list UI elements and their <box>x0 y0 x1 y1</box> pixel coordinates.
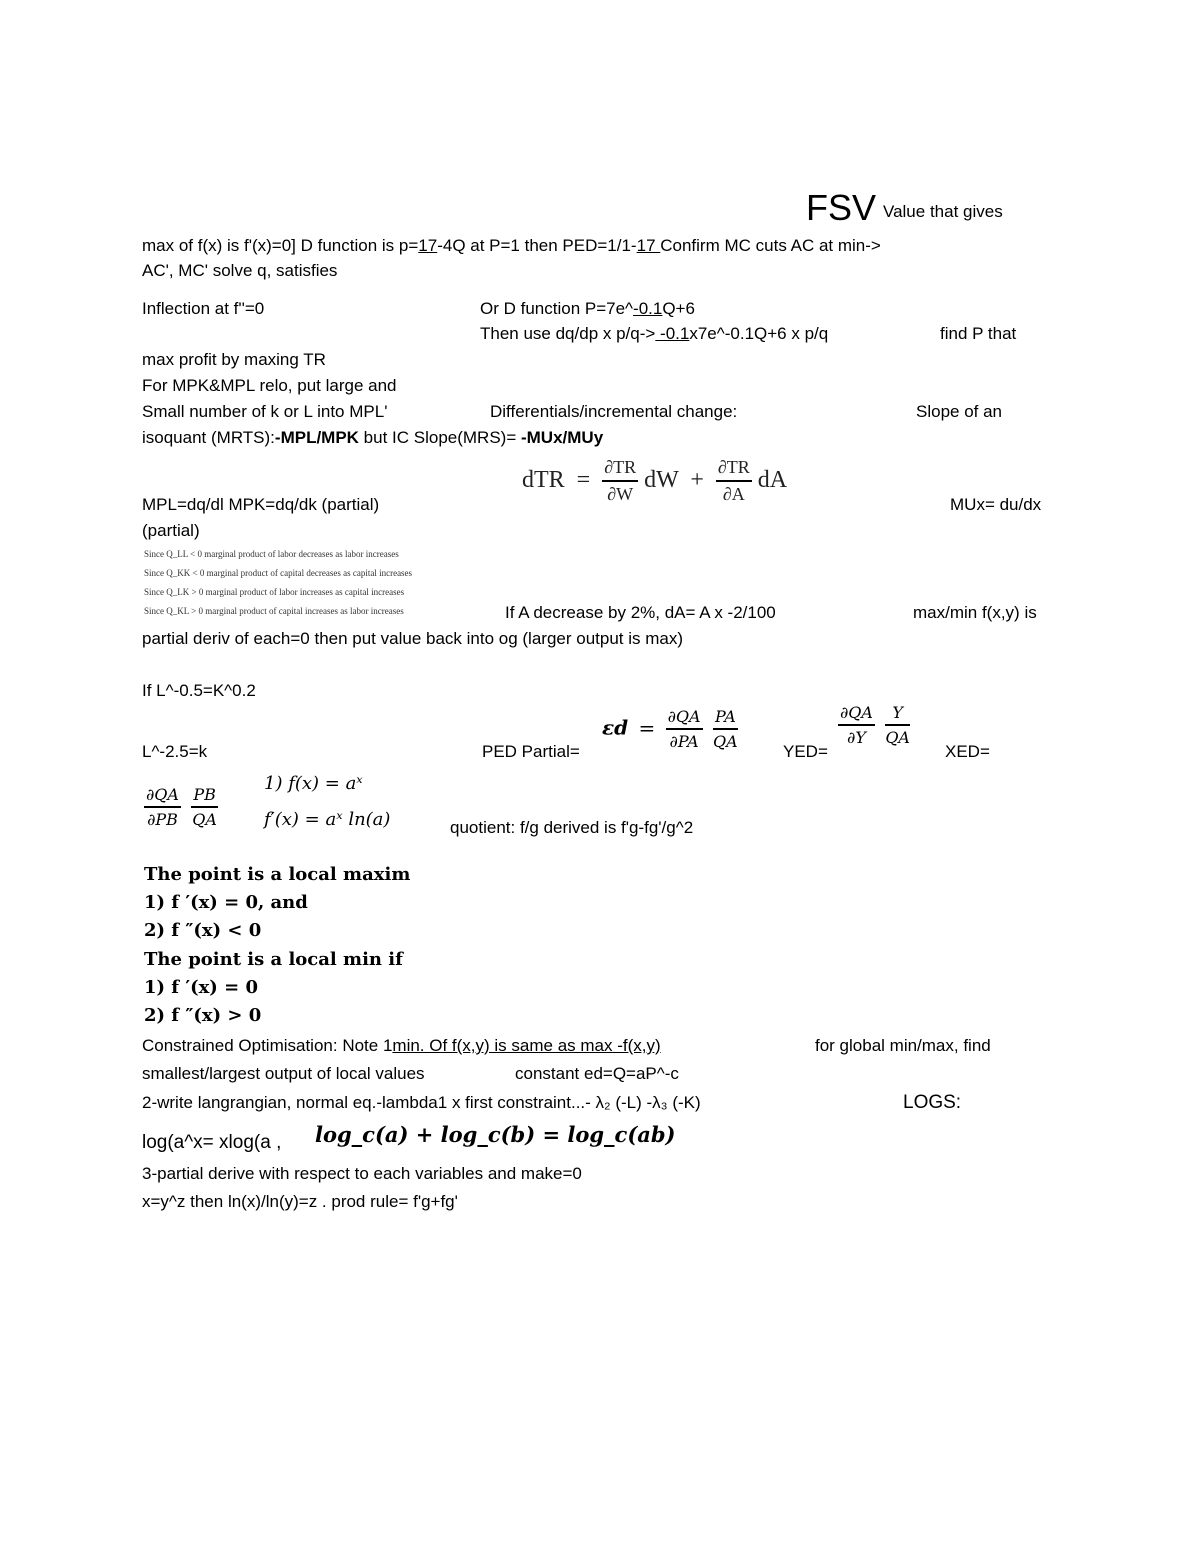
text-line: MPL=dq/dl MPK=dq/dk (partial) <box>142 495 380 514</box>
denominator: QA <box>713 731 738 751</box>
localmin-line: 2) f ″(x) > 0 <box>144 1005 262 1026</box>
text-line: If L^-0.5=K^0.2 <box>142 681 256 700</box>
text-line: constant ed=Q=aP^-c <box>515 1064 679 1083</box>
text-line: L^-2.5=k <box>142 742 208 761</box>
text-line <box>142 1037 661 1054</box>
text-line: quotient: f/g derived is f'g-fg'/g^2 <box>450 818 694 837</box>
text-line: YED= <box>783 742 828 761</box>
text-line: AC', MC' solve q, satisfies <box>142 261 338 280</box>
text-line <box>142 237 881 254</box>
text-line: (partial) <box>142 521 200 540</box>
text-line: Inflection at f''=0 <box>142 299 265 318</box>
text-span: Constrained Optimisation: Note 1 <box>142 1036 393 1055</box>
text-span: Confirm MC cuts AC at min-> <box>660 236 881 255</box>
note-line: Since Q_LL < 0 marginal product of labor decreases as labor increases <box>144 549 399 559</box>
text-line: LOGS: <box>903 1092 962 1113</box>
eq-sign: + <box>690 466 704 493</box>
text-span: but IC Slope(MRS)= <box>358 428 521 447</box>
localmax-line: The point is a local maxim <box>144 864 411 885</box>
text-line: for global min/max, find <box>815 1036 991 1055</box>
text-line: partial deriv of each=0 then put value back into og (larger output is max) <box>142 629 684 648</box>
eq-sign: = <box>638 715 656 740</box>
underlined-text: -0.1 <box>655 324 690 343</box>
equation-exp-1: 1) f(x) = aˣ <box>264 773 363 794</box>
localmax-line: 2) f ″(x) < 0 <box>144 920 262 941</box>
denominator: ∂PA <box>669 731 699 751</box>
text-line: XED= <box>945 742 990 761</box>
text-span: Q+6 <box>662 299 695 318</box>
underlined-text: -0.1 <box>633 299 663 318</box>
denominator: ∂PB <box>147 809 178 829</box>
equation-xed <box>144 786 218 828</box>
text-line: max profit by maxing TR <box>142 350 326 369</box>
header-subtitle: Value that gives <box>883 202 1003 221</box>
text-line: max/min f(x,y) is <box>913 603 1037 622</box>
numerator: PA <box>713 708 738 730</box>
text-line: smallest/largest output of local values <box>142 1064 425 1083</box>
text-line <box>480 325 828 342</box>
numerator: ∂QA <box>666 708 703 730</box>
denominator: ∂W <box>607 483 634 504</box>
text-line: Slope of an <box>916 402 1003 421</box>
fraction <box>713 708 738 750</box>
numerator: ∂TR <box>716 458 752 482</box>
localmax-line: 1) f ′(x) = 0, and <box>144 892 308 913</box>
numerator: PB <box>191 786 218 808</box>
fraction <box>602 458 638 505</box>
text-span: x7e^-0.1Q+6 x p/q <box>689 324 829 343</box>
numerator: ∂QA <box>838 704 875 726</box>
localmin-line: 1) f ′(x) = 0 <box>144 977 258 998</box>
localmin-line: The point is a local min if <box>144 949 403 970</box>
page-title: FSV <box>806 187 877 228</box>
numerator: ∂QA <box>144 786 181 808</box>
eq-term: εd <box>602 715 629 740</box>
text-span: isoquant (MRTS): <box>142 428 275 447</box>
text-line: PED Partial= <box>482 742 580 761</box>
fraction <box>666 708 703 750</box>
denominator: QA <box>192 809 217 829</box>
text-line: log(a^x= xlog(a , <box>142 1132 282 1153</box>
fraction <box>191 786 218 828</box>
fraction <box>144 786 181 828</box>
underlined-text: min. Of f(x,y) is same as max -f(x,y) <box>392 1036 661 1055</box>
eq-term: dA <box>757 466 788 493</box>
equation-dtr <box>522 458 787 505</box>
bold-text: -MPL/MPK <box>274 428 359 447</box>
denominator: ∂Y <box>847 727 866 747</box>
text-line: x=y^z then ln(x)/ln(y)=z . prod rule= f'g+fg' <box>142 1192 458 1211</box>
note-line: Since Q_KL > 0 marginal product of capital increases as labor increases <box>144 606 404 616</box>
underlined-text: 17 <box>418 236 438 255</box>
equation-exp-2: f′(x) = aˣ ln(a) <box>264 809 391 830</box>
text-span: -4Q at P=1 then PED=1/1- <box>437 236 637 255</box>
text-line <box>142 429 603 446</box>
numerator: ∂TR <box>602 458 638 482</box>
underlined-text: 17 <box>636 236 661 255</box>
note-line: Since Q_KK < 0 marginal product of capital decreases as capital increases <box>144 568 413 578</box>
text-line: MUx= du/dx <box>950 495 1042 514</box>
text-line: For MPK&MPL relo, put large and <box>142 376 397 395</box>
text-line: Small number of k or L into MPL' <box>142 402 388 421</box>
text-line: 3-partial derive with respect to each variables and make=0 <box>142 1164 582 1183</box>
equation-logs: log_c(a) + log_c(b) = log_c(ab) <box>315 1122 676 1147</box>
text-span: Then use dq/dp x p/q-> <box>480 324 656 343</box>
bold-text: -MUx/MUy <box>520 428 604 447</box>
fraction <box>885 704 910 746</box>
text-span: max of f(x) is f'(x)=0] D function is p= <box>142 236 419 255</box>
equation-yed <box>838 704 910 746</box>
equation-ped <box>602 708 738 750</box>
text-line: If A decrease by 2%, dA= A x -2/100 <box>505 603 776 622</box>
text-line: Differentials/incremental change: <box>490 402 738 421</box>
fraction <box>716 458 752 505</box>
text-line: 2-write langrangian, normal eq.-lambda1 x first constraint...- λ₂ (-L) -λ₃ (-K) <box>142 1093 701 1112</box>
note-line: Since Q_LK > 0 marginal product of labor increases as capital increases <box>144 587 405 597</box>
text-line <box>480 300 695 317</box>
eq-term: dW <box>644 466 679 493</box>
denominator: QA <box>885 727 910 747</box>
fraction <box>838 704 875 746</box>
eq-sign: = <box>576 466 591 493</box>
eq-term: dTR <box>522 466 565 493</box>
denominator: ∂A <box>722 483 745 504</box>
text-line: find P that <box>940 324 1017 343</box>
numerator: Y <box>885 704 910 726</box>
text-span: Or D function P=7e^ <box>480 299 634 318</box>
